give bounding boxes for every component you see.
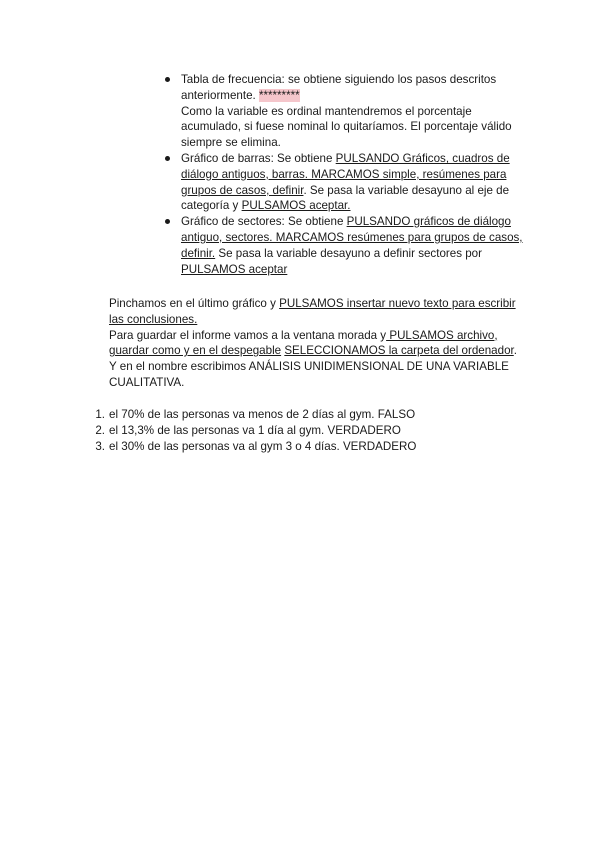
underlined-instruction: PULSAMOS aceptar. [241, 199, 351, 213]
list-item [95, 407, 509, 423]
item-text: el 70% de las personas va menos de 2 días al gym. FALSO [109, 408, 416, 421]
list-item [181, 214, 526, 277]
underlined-instruction: PULSANDO gráficos de diálogo antiguo, sectores. MARCAMOS resúmenes para grupos de casos, definir. [181, 215, 523, 260]
bullet-icon [165, 219, 170, 224]
bullet-text: Gráfico de sectores: Se obtiene [181, 215, 347, 229]
item-number: 2. [95, 423, 105, 437]
paragraph-text: . Y en el nombre escribimos ANÁLISIS UNIDIMENSIONAL DE UNA VARIABLE CUALITATIVA. [109, 344, 517, 389]
underlined-instruction: PULSANDO Gráficos, cuadros de diálogo antiguos, barras. MARCAMOS simple, resúmenes para grupos de casos, definir [181, 151, 510, 197]
bullet-text: Se pasa la variable desayuno a definir sectores por [215, 246, 482, 260]
underlined-instruction: PULSAMOS archivo, guardar como y en el despegable [109, 328, 498, 358]
paragraph [109, 296, 519, 328]
bullet-icon [165, 77, 170, 82]
bullet-note: Como la variable es ordinal mantendremos el porcentaje acumulado, si fuese nominal lo quitaríamos. El porcentaje válido siempre se elimina. [181, 104, 512, 150]
underlined-instruction: PULSAMOS aceptar [181, 262, 288, 276]
paragraph-text: Para guardar el informe vamos a la ventana morada y [109, 328, 387, 342]
bullet-icon [165, 156, 170, 161]
item-text: el 30% de las personas va al gym 3 o 4 días. VERDADERO [109, 439, 417, 453]
item-text: el 13,3% de las personas va 1 día al gym. VERDADERO [109, 423, 401, 437]
list-item [181, 151, 526, 214]
paragraph-text: Pinchamos en el último gráfico y [109, 297, 280, 310]
list-item [181, 72, 526, 151]
paragraph [109, 328, 519, 391]
bullet-text: Tabla de frecuencia: se obtiene siguiendo los pasos descritos anteriormente. [181, 73, 497, 102]
list-item [95, 423, 509, 439]
conclusions-numbered-list [95, 407, 509, 454]
item-number: 1. [95, 408, 105, 421]
instructions-paragraphs [109, 296, 519, 391]
list-item [95, 439, 509, 455]
steps-bullet-list [181, 72, 526, 277]
bullet-text: Gráfico de barras: Se obtiene [181, 151, 336, 165]
underlined-instruction: PULSAMOS insertar nuevo texto para escribir las conclusiones. [109, 297, 516, 326]
bullet-text: . Se pasa la variable desayuno al eje de categoría y [181, 183, 510, 213]
underlined-instruction: SELECCIONAMOS la carpeta del ordenador [284, 344, 514, 358]
item-number: 3. [95, 439, 105, 453]
highlighted-placeholder: ********* [259, 88, 300, 102]
